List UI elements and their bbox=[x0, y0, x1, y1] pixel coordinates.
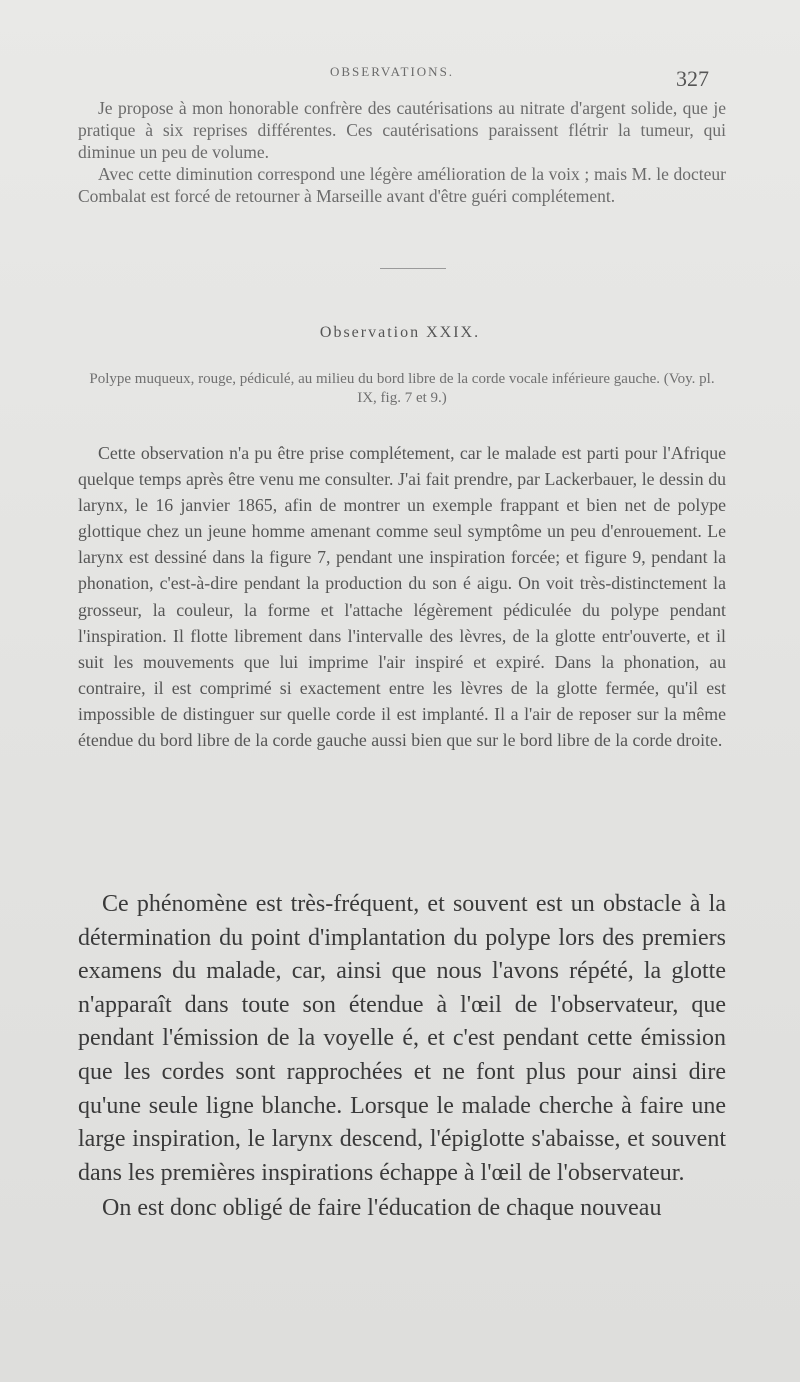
commentary-section bbox=[78, 888, 726, 1226]
intro-section bbox=[78, 97, 726, 207]
intro-paragraph: Je propose à mon honorable confrère des cautérisations au nitrate d'argent solide, que je pratique à six reprises différentes. Ces cautérisations paraissent flétrir la tumeur, qui diminue un peu de volume. bbox=[78, 98, 726, 162]
page-number: 327 bbox=[676, 66, 709, 91]
section-divider bbox=[380, 268, 446, 269]
intro-paragraph: Avec cette diminution correspond une légère amélioration de la voix ; mais M. le docteur Combalat est forcé de retourner à Marseille avant d'être guéri complétement. bbox=[78, 164, 726, 206]
commentary-paragraph: Ce phénomène est très-fréquent, et souvent est un obstacle à la détermination du point d'implantation du polype lors des premiers examens du malade, car, ainsi que nous l'avons répété, la glotte n'apparaît dans toute son étendue à l'œil de l'observateur, que pendant l'émission de la voyelle é, et c'est pendant cette émission que les cordes sont rapprochées et ne font plus pour ainsi dire qu'une seule ligne blanche. Lorsque le malade cherche à faire une large inspiration, le larynx descend, l'épiglotte s'abaisse, et souvent dans les premières inspirations échappe à l'œil de l'observateur. bbox=[78, 891, 726, 1186]
running-title: OBSERVATIONS. bbox=[330, 64, 455, 79]
observation-title: Observation XXIX. bbox=[319, 324, 481, 341]
commentary-paragraph: On est donc obligé de faire l'éducation de chaque nouveau bbox=[102, 1195, 662, 1222]
observation-caption: Polype muqueux, rouge, pédiculé, au milieu du bord libre de la corde vocale inférieure gauche. (Voy. pl. IX, fig. 7 et 9.) bbox=[89, 371, 715, 406]
observation-paragraph: Cette observation n'a pu être prise complétement, car le malade est parti pour l'Afrique quelque temps après être venu me consulter. J'ai fait prendre, par Lackerbauer, le dessin du larynx, le 16 janvier 1865, afin de montrer un exemple frappant et bien net de polype glottique chez un jeune homme amenant comme seul symptôme un peu d'enrouement. Le larynx est dessiné dans la figure 7, pendant une inspiration forcée; et figure 9, pendant la phonation, c'est-à-dire pendant la production du son é aigu. On voit très-distinctement la grosseur, la couleur, la forme et l'attache légèrement pédiculée du polype pendant l'inspiration. Il flotte librement dans l'intervalle des lèvres, de la glotte entr'ouverte, et il suit les mouvements que lui imprime l'air inspiré et expiré. Dans la phonation, au contraire, il est comprimé si exactement entre les lèvres de la glotte fermée, qu'il est impossible de distinguer sur quelle corde il est implanté. Il a l'air de reposer sur la même étendue du bord libre de la corde gauche aussi bien que sur le bord libre de la corde droite. bbox=[78, 443, 726, 751]
observation-body bbox=[78, 440, 726, 753]
